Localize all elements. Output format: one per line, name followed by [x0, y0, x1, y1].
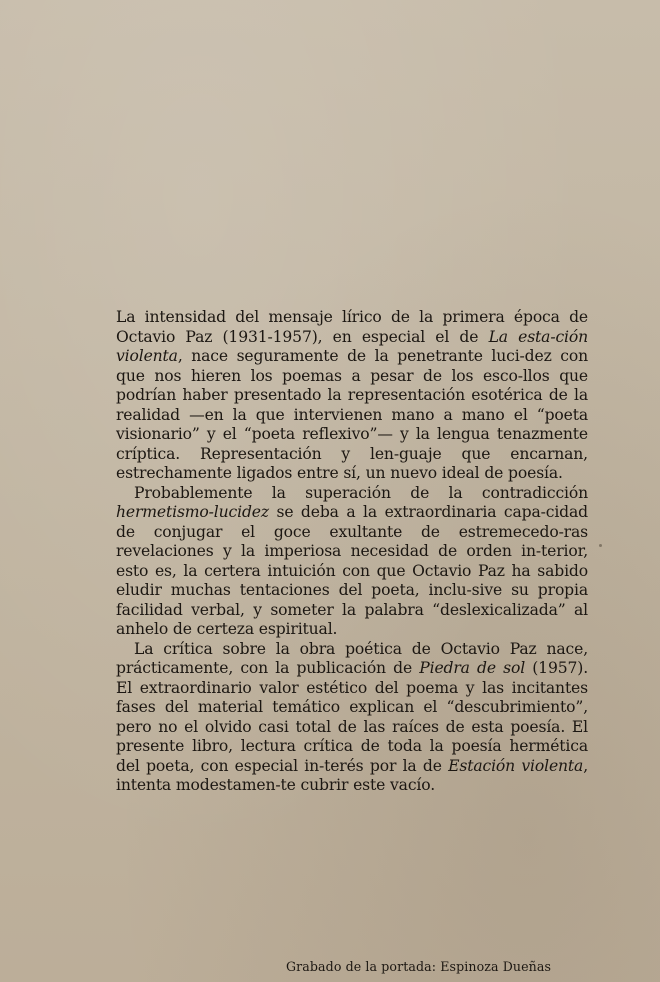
- book-title-la-estacion-violenta: La esta-ción violenta: [116, 327, 588, 365]
- cover-credit: Grabado de la portada: Espinoza Dueñas: [286, 959, 552, 974]
- paragraph-3-text: La crítica sobre la obra poética de Octavio Paz nace, prácticamente, con la publicación de: [116, 639, 588, 677]
- paragraph-2-text: Probablemente la superación de la contradicción: [134, 483, 588, 502]
- term-hermetismo-lucidez: hermetismo-lucidez: [116, 503, 269, 521]
- paragraph-1-text: La intensidad del mensaje lírico de la primera época de Octavio Paz (1931-1957), en especial el de: [116, 308, 588, 346]
- paragraph-1-text-cont: , nace seguramente de la penetrante luci-dez con que nos hieren los poemas a pesar de los esco-llos que podrían haber presentado la representación esotérica de la realidad —en la que intervienen mano a mano el “poeta visionario” y el “poeta reflexivo”— y la lengua tenazmente críptica. Representación y len-guaje que encarnan, estrechamente ligados entre sí, un nuevo ideal de poesía.: [116, 347, 588, 482]
- book-title-estacion-violenta: Estación violenta: [448, 756, 584, 775]
- paragraph-3-text-cont: (1957). El extraordinario valor estético del poema y las incitantes fases del material temático explican el “descubrimiento”, pero no el olvido casi total de las raíces de esta poesía. El presente libro, lectura crítica de toda la poesía hermética del poeta, con especial in-terés por la de: [116, 659, 588, 775]
- blurb-paragraph-2: [116, 484, 588, 640]
- blurb-paragraph-1: [116, 308, 588, 484]
- blurb-paragraph-3: [116, 640, 588, 796]
- blurb-text: [116, 308, 588, 796]
- paragraph-2-text-cont: se deba a la extraordinaria capa-cidad de conjugar el goce exultante de estremecedo-ras revelaciones y la imperiosa necesidad de orden in-terior, esto es, la certera intuición con que Octavio Paz ha sabido eludir muchas tentaciones del poeta, inclu-sive su propia facilidad verbal, y someter la palabra “deslexicalizada” al anhelo de certeza espiritual.: [116, 503, 588, 638]
- paragraph-3-text-end: , intenta modestamen-te cubrir este vacío.: [116, 756, 588, 794]
- book-title-piedra-de-sol: Piedra de sol: [419, 659, 526, 677]
- paper-speck: [599, 544, 602, 547]
